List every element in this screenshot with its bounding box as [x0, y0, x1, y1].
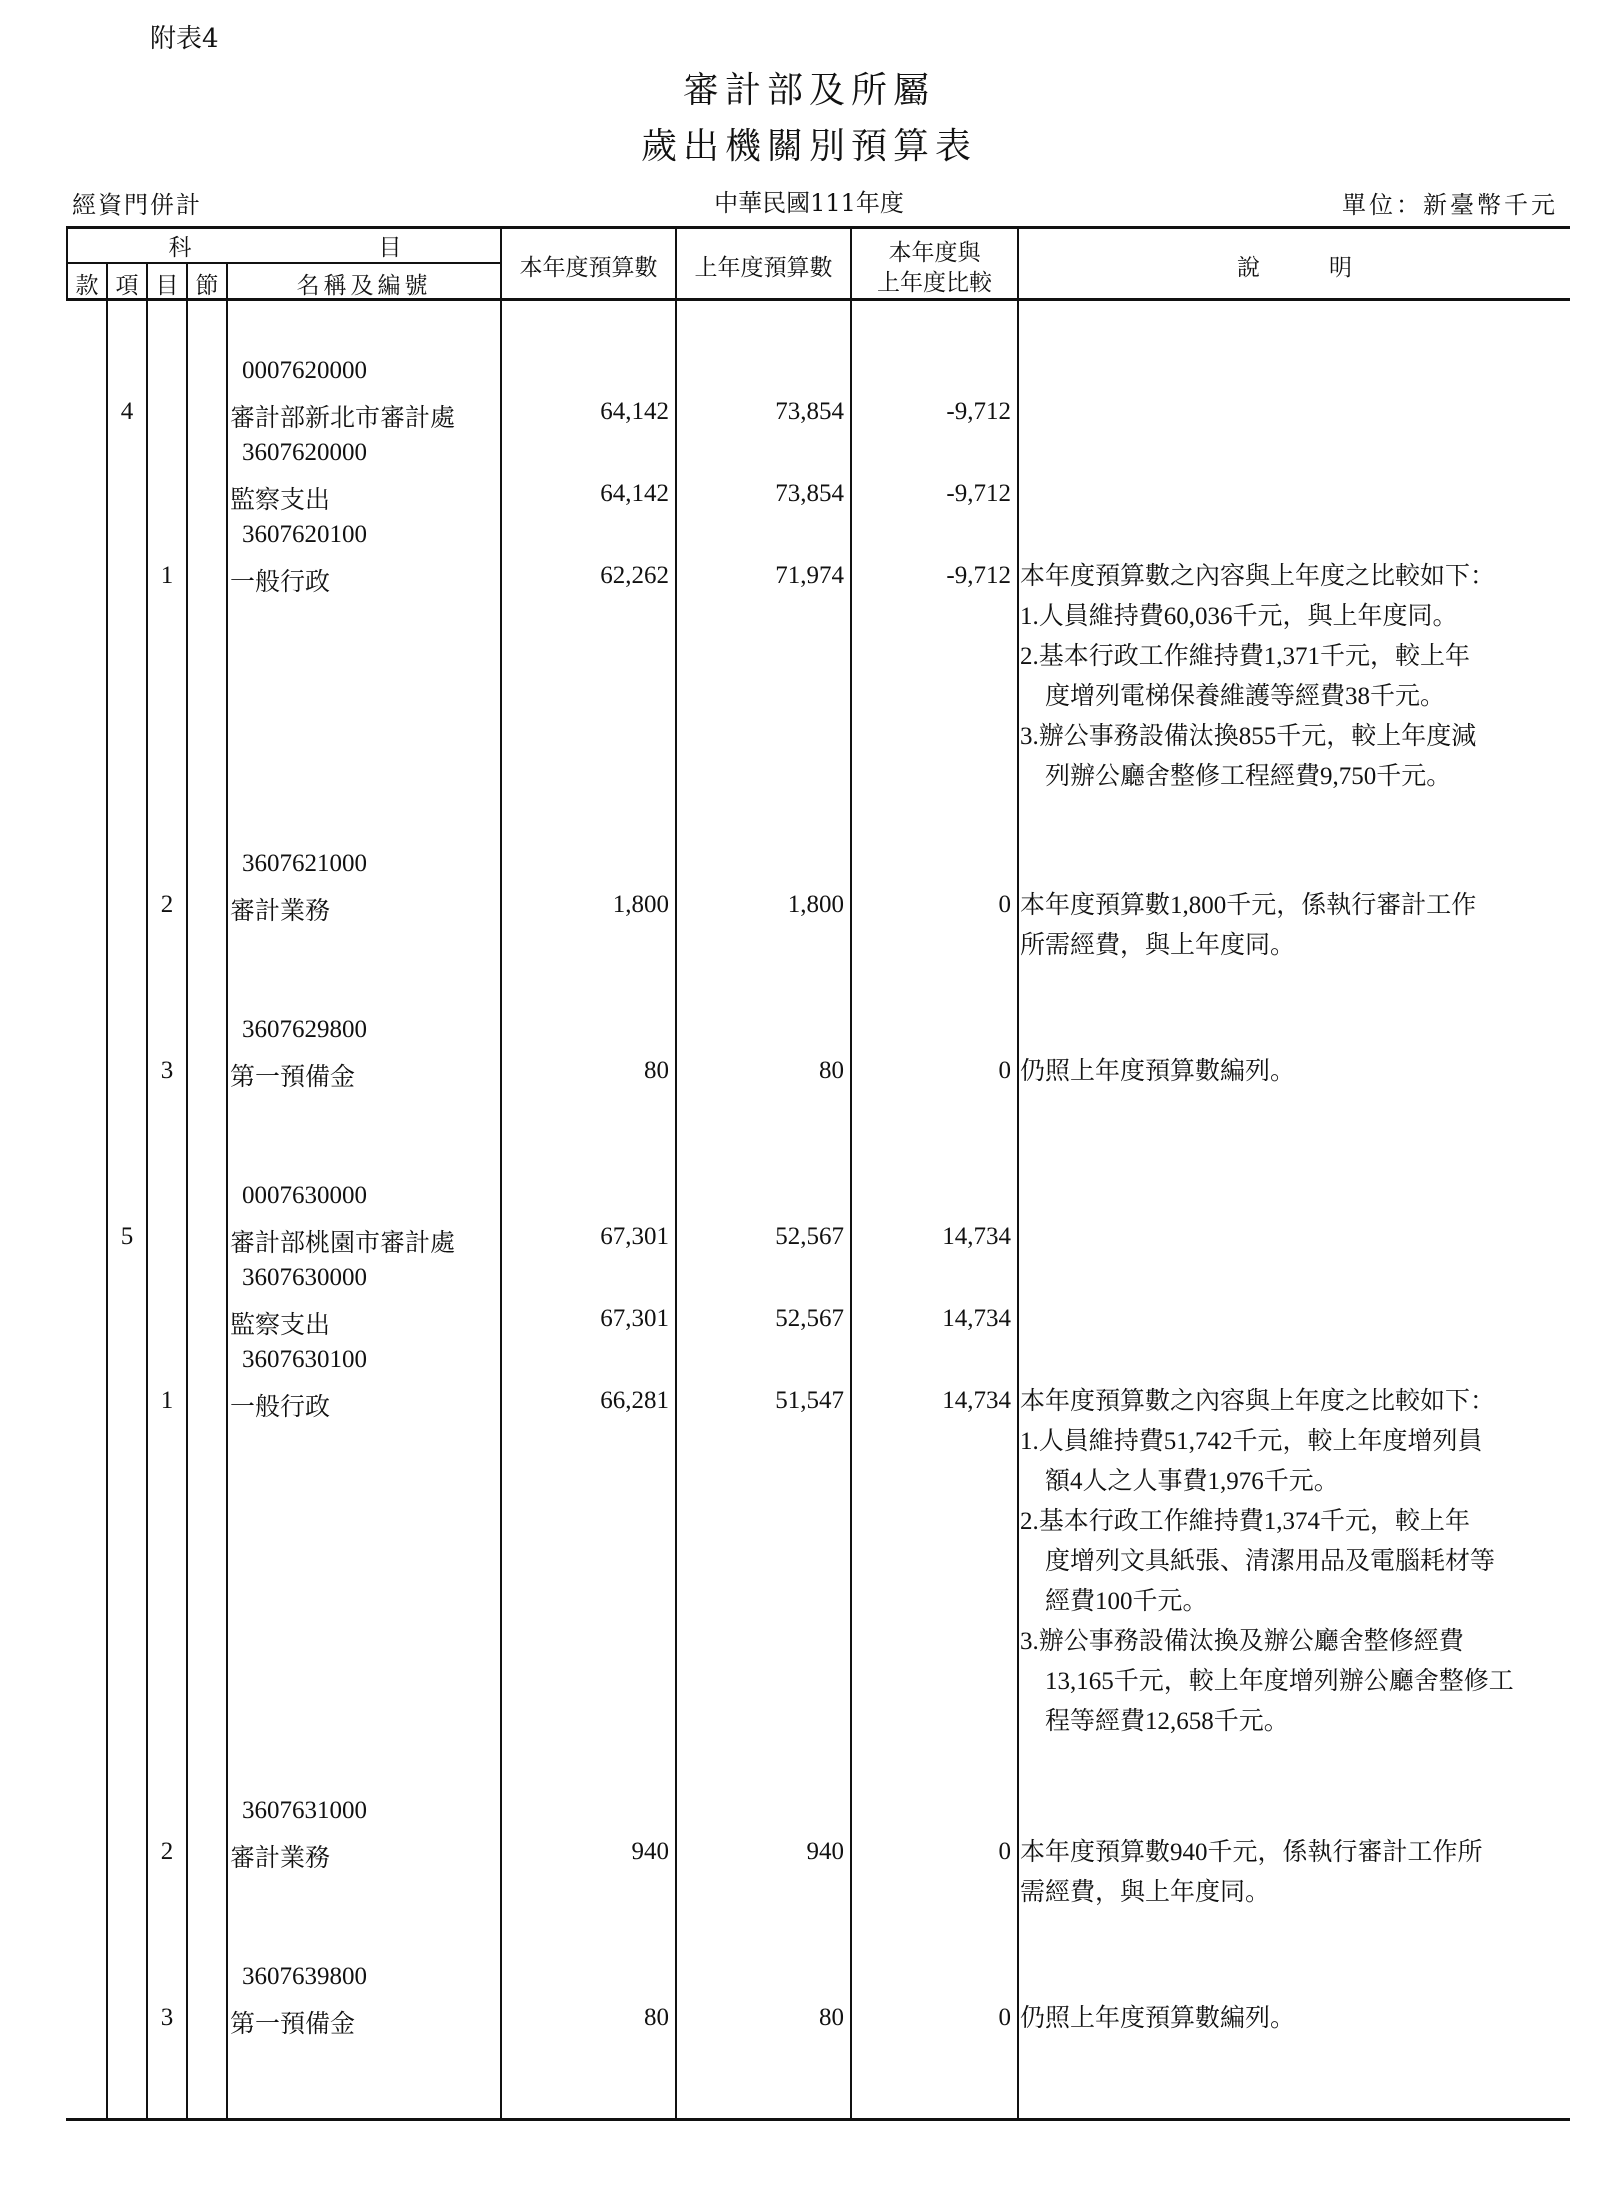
- row-code: 3607639800: [242, 1963, 367, 1990]
- row-mu: 3: [160, 1057, 174, 1084]
- row-xiang: 4: [120, 398, 134, 425]
- row-mu: 2: [160, 1838, 174, 1865]
- row-name: 審計部新北市審計處: [230, 405, 456, 432]
- row-diff: -9,712: [946, 480, 1011, 507]
- row-current: 940: [631, 1838, 669, 1865]
- col-line: [186, 262, 188, 2120]
- row-previous: 51,547: [775, 1387, 844, 1414]
- note-line: 度增列文具紙張、清潔用品及電腦耗材等: [1020, 1548, 1496, 1575]
- row-name: 監察支出: [230, 1312, 331, 1339]
- annex-label: 附表4: [150, 24, 219, 54]
- col-line: [1017, 226, 1019, 2120]
- note-line: 本年度預算數之內容與上年度之比較如下：: [1020, 563, 1496, 590]
- row-diff: -9,712: [946, 562, 1011, 589]
- note-line: 2.基本行政工作維持費1,371千元，較上年: [1020, 643, 1471, 670]
- header-description: 說 明: [1237, 255, 1352, 281]
- table-bottom-rule: [66, 2118, 1570, 2121]
- row-current: 62,262: [600, 562, 669, 589]
- row-mu: 2: [160, 891, 174, 918]
- note-line: 本年度預算數之內容與上年度之比較如下：: [1020, 1388, 1496, 1415]
- row-code: 3607630100: [242, 1346, 367, 1373]
- page-title: 審計部及所屬: [682, 70, 935, 111]
- note-line: 額4人之人事費1,976千元。: [1020, 1468, 1339, 1495]
- header-subject-1: 科: [168, 235, 192, 261]
- row-diff: 0: [998, 1057, 1011, 1084]
- row-current: 67,301: [600, 1223, 669, 1250]
- row-name: 第一預備金: [230, 1064, 356, 1091]
- note-line: 1.人員維持費51,742千元，較上年度增列員: [1020, 1428, 1483, 1455]
- unit-label: 單位：新臺幣千元: [1342, 191, 1558, 219]
- row-mu: 1: [160, 1387, 174, 1414]
- col-line: [226, 262, 228, 2120]
- row-previous: 71,974: [775, 562, 844, 589]
- row-diff: 14,734: [942, 1387, 1011, 1414]
- note-line: 需經費，與上年度同。: [1020, 1879, 1271, 1906]
- row-current: 67,301: [600, 1305, 669, 1332]
- row-previous: 73,854: [775, 480, 844, 507]
- row-current: 64,142: [600, 398, 669, 425]
- col-line: [106, 262, 108, 2120]
- budget-scope-label: 經資門併計: [72, 191, 202, 219]
- note-line: 度增列電梯保養維護等經費38千元。: [1020, 683, 1446, 710]
- note-line: 列辦公廳舍整修工程經費9,750千元。: [1020, 763, 1452, 790]
- row-previous: 52,567: [775, 1305, 844, 1332]
- row-code: 3607620000: [242, 439, 367, 466]
- row-code: 3607631000: [242, 1797, 367, 1824]
- row-name: 一般行政: [230, 569, 331, 596]
- row-diff: 14,734: [942, 1305, 1011, 1332]
- row-current: 64,142: [600, 480, 669, 507]
- row-current: 80: [644, 2004, 669, 2031]
- note-line: 2.基本行政工作維持費1,374千元，較上年: [1020, 1508, 1471, 1535]
- col-line: [675, 226, 677, 2120]
- header-mu: 目: [155, 273, 179, 299]
- row-diff: 0: [998, 2004, 1011, 2031]
- header-name-code: 名稱及編號: [296, 273, 432, 299]
- note-line: 3.辦公事務設備汰換855千元，較上年度減: [1020, 723, 1477, 750]
- row-mu: 1: [160, 562, 174, 589]
- row-name: 監察支出: [230, 487, 331, 514]
- note-line: 所需經費，與上年度同。: [1020, 932, 1296, 959]
- header-previous: 上年度預算數: [694, 255, 833, 281]
- fiscal-year-label: 中華民國111年度: [714, 189, 904, 217]
- row-previous: 52,567: [775, 1223, 844, 1250]
- page-subtitle: 歲出機關別預算表: [640, 126, 977, 167]
- row-mu: 3: [160, 2004, 174, 2031]
- header-compare-1: 本年度與: [888, 240, 981, 266]
- row-code: 3607630000: [242, 1264, 367, 1291]
- header-jie: 節: [195, 273, 219, 299]
- row-code: 3607620100: [242, 521, 367, 548]
- row-current: 66,281: [600, 1387, 669, 1414]
- row-name: 審計業務: [230, 1845, 331, 1872]
- row-previous: 1,800: [787, 891, 844, 918]
- table-top-rule: [66, 226, 1570, 229]
- row-diff: 14,734: [942, 1223, 1011, 1250]
- row-name: 一般行政: [230, 1394, 331, 1421]
- note-line: 本年度預算數940千元，係執行審計工作所: [1020, 1839, 1483, 1866]
- header-subject-2: 目: [378, 235, 402, 261]
- row-name: 第一預備金: [230, 2011, 356, 2038]
- header-xiang: 項: [115, 273, 139, 299]
- row-previous: 80: [819, 2004, 844, 2031]
- row-previous: 940: [806, 1838, 844, 1865]
- row-name: 審計部桃園市審計處: [230, 1230, 456, 1257]
- subject-sub-rule: [66, 262, 501, 264]
- row-xiang: 5: [120, 1223, 134, 1250]
- header-kuan: 款: [75, 273, 99, 299]
- col-line: [850, 226, 852, 2120]
- header-current: 本年度預算數: [519, 255, 658, 281]
- row-previous: 80: [819, 1057, 844, 1084]
- note-line: 13,165千元，較上年度增列辦公廳舍整修工: [1020, 1668, 1514, 1695]
- row-current: 80: [644, 1057, 669, 1084]
- row-code: 0007620000: [242, 357, 367, 384]
- row-code: 0007630000: [242, 1182, 367, 1209]
- note-line: 仍照上年度預算數編列。: [1020, 2005, 1296, 2032]
- row-code: 3607621000: [242, 850, 367, 877]
- row-diff: 0: [998, 1838, 1011, 1865]
- row-name: 審計業務: [230, 898, 331, 925]
- row-previous: 73,854: [775, 398, 844, 425]
- note-line: 經費100千元。: [1020, 1588, 1208, 1615]
- note-line: 本年度預算數1,800千元，係執行審計工作: [1020, 892, 1477, 919]
- note-line: 1.人員維持費60,036千元，與上年度同。: [1020, 603, 1458, 630]
- row-code: 3607629800: [242, 1016, 367, 1043]
- col-line: [500, 226, 502, 2120]
- note-line: 程等經費12,658千元。: [1020, 1708, 1289, 1735]
- note-line: 3.辦公事務設備汰換及辦公廳舍整修經費: [1020, 1628, 1464, 1655]
- header-compare-2: 上年度比較: [877, 270, 992, 296]
- row-current: 1,800: [612, 891, 669, 918]
- row-diff: -9,712: [946, 398, 1011, 425]
- row-diff: 0: [998, 891, 1011, 918]
- note-line: 仍照上年度預算數編列。: [1020, 1058, 1296, 1085]
